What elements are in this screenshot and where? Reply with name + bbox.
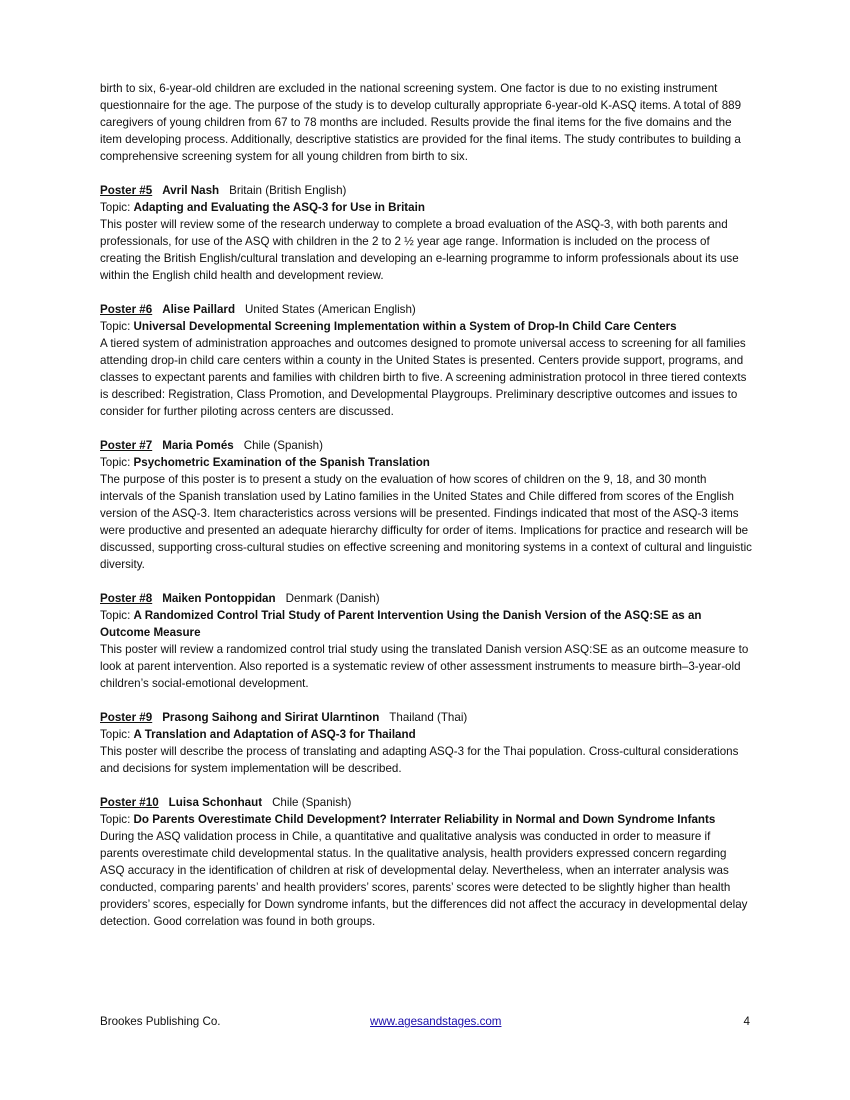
poster-header bbox=[100, 709, 752, 726]
poster-presenter: Alise Paillard bbox=[162, 303, 236, 316]
poster-entry-10 bbox=[100, 794, 752, 930]
poster-entry-9 bbox=[100, 709, 752, 777]
poster-topic-line bbox=[100, 199, 752, 216]
poster-header bbox=[100, 301, 752, 318]
poster-country: Chile (Spanish) bbox=[243, 439, 323, 452]
poster-description: This poster will review some of the research underway to complete a broad evaluation of the ASQ-3, with both parents and professionals, for use of the ASQ with children in the 2 to 2 ½ year age range. Information is included on the process of creating the British English/cultural translation and developing an e-learning programme to inform professionals about its use within the English child health and development review. bbox=[100, 218, 739, 282]
poster-number: Poster #10 bbox=[100, 796, 159, 809]
poster-topic-line bbox=[100, 811, 752, 828]
topic-label: Topic: bbox=[100, 728, 131, 741]
poster-topic: Do Parents Overestimate Child Development? Interrater Reliability in Normal and Down Syndrome Infants bbox=[133, 813, 716, 826]
intro-paragraph: birth to six, 6-year-old children are excluded in the national screening system. One factor is due to no existing instrument questionnaire for the age. The purpose of the study is to develop culturally appropriate 6-year-old K-ASQ items. A total of 889 caregivers of young children from 67 to 78 months are included. Results provide the final items for the five domains and the item developing process. Additionally, descriptive statistics are provided for the final items. The study contributes to building a comprehensive screening system for all young children from birth to six. bbox=[100, 82, 742, 163]
poster-presenter: Maiken Pontoppidan bbox=[162, 592, 276, 605]
topic-label: Topic: bbox=[100, 813, 131, 826]
poster-topic: Adapting and Evaluating the ASQ-3 for Use in Britain bbox=[133, 201, 425, 214]
poster-country: Denmark (Danish) bbox=[285, 592, 380, 605]
poster-number: Poster #5 bbox=[100, 184, 153, 197]
poster-country: United States (American English) bbox=[245, 303, 416, 316]
poster-header bbox=[100, 590, 752, 607]
poster-number: Poster #9 bbox=[100, 711, 153, 724]
poster-topic: Psychometric Examination of the Spanish Translation bbox=[133, 456, 430, 469]
poster-entry-8 bbox=[100, 590, 752, 692]
poster-topic-line bbox=[100, 454, 752, 471]
poster-entry-6 bbox=[100, 301, 752, 420]
poster-description: During the ASQ validation process in Chile, a quantitative and qualitative analysis was conducted in order to measure if parents overestimate child developmental status. In the qualitative analysis, health providers expressed concern regarding ASQ accuracy in the identification of children at risk of developmental delay. Nevertheless, when an interrater analysis was conducted, comparing parents’ and health providers’ scores, parents’ scores were detected to be slightly higher than health providers’ scores, especially for Down syndrome infants, but the differences did not affect the accuracy in developmental delay detection. Good correlation was found in both groups. bbox=[100, 830, 748, 928]
footer-website-link[interactable]: www.agesandstages.com bbox=[370, 1015, 502, 1028]
poster-number: Poster #7 bbox=[100, 439, 153, 452]
poster-description: This poster will review a randomized control trial study using the translated Danish version ASQ:SE as an outcome measure to look at parent intervention. Also reported is a systematic review of other assessment instruments to measure birth–3-year-old children’s social-emotional development. bbox=[100, 643, 749, 690]
poster-topic: A Translation and Adaptation of ASQ-3 for Thailand bbox=[133, 728, 416, 741]
topic-label: Topic: bbox=[100, 201, 131, 214]
poster-number: Poster #8 bbox=[100, 592, 153, 605]
poster-country: Chile (Spanish) bbox=[272, 796, 352, 809]
poster-presenter: Avril Nash bbox=[162, 184, 220, 197]
poster-number: Poster #6 bbox=[100, 303, 153, 316]
poster-topic-line bbox=[100, 607, 752, 641]
poster-topic: Universal Developmental Screening Implementation within a System of Drop-In Child Care Centers bbox=[133, 320, 677, 333]
poster-description: A tiered system of administration approaches and outcomes designed to promote universal access to screening for all families attending drop-in child care centers within a county in the United States is presented. Centers provide support, programs, and classes to expectant parents and families with children birth to five. A screening administration protocol in three tiered contexts is described: Registration, Class Promotion, and Developmental Playgroups. Preliminary descriptive outcomes and issues to consider for further piloting across centers are discussed. bbox=[100, 337, 747, 418]
poster-header bbox=[100, 794, 752, 811]
poster-entry-7 bbox=[100, 437, 752, 573]
poster-header bbox=[100, 182, 752, 199]
page-footer bbox=[100, 1013, 752, 1030]
footer-publisher: Brookes Publishing Co. bbox=[100, 1015, 221, 1028]
poster-presenter: Prasong Saihong and Sirirat Ularntinon bbox=[162, 711, 380, 724]
poster-presenter: Maria Pomés bbox=[162, 439, 234, 452]
topic-label: Topic: bbox=[100, 609, 131, 622]
poster-description: This poster will describe the process of translating and adapting ASQ-3 for the Thai population. Cross-cultural considerations and decisions for system implementation will be described. bbox=[100, 745, 739, 775]
poster-entry-5 bbox=[100, 182, 752, 284]
poster-presenter: Luisa Schonhaut bbox=[168, 796, 263, 809]
page-content bbox=[100, 80, 752, 930]
poster-description: The purpose of this poster is to present a study on the evaluation of how scores of children on the 9, 18, and 30 month intervals of the Spanish translation used by Latino families in the United States and Chile differed from scores of the English version of the ASQ-3. Item characteristics across versions will be presented. Findings indicated that most of the ASQ-3 items were productive and presented an adequate hierarchy difficulty for order of items. Implications for practice and research will be discussed, supporting cross-cultural studies on effective screening and monitoring systems in a context of cultural and linguistic diversity. bbox=[100, 473, 752, 571]
poster-topic: A Randomized Control Trial Study of Parent Intervention Using the Danish Version of the ASQ:SE as an Outcome Measure bbox=[100, 609, 702, 639]
topic-label: Topic: bbox=[100, 456, 131, 469]
topic-label: Topic: bbox=[100, 320, 131, 333]
poster-topic-line bbox=[100, 726, 752, 743]
poster-country: Thailand (Thai) bbox=[389, 711, 468, 724]
footer-page-number: 4 bbox=[743, 1015, 750, 1028]
poster-header bbox=[100, 437, 752, 454]
poster-topic-line bbox=[100, 318, 752, 335]
poster-country: Britain (British English) bbox=[229, 184, 347, 197]
